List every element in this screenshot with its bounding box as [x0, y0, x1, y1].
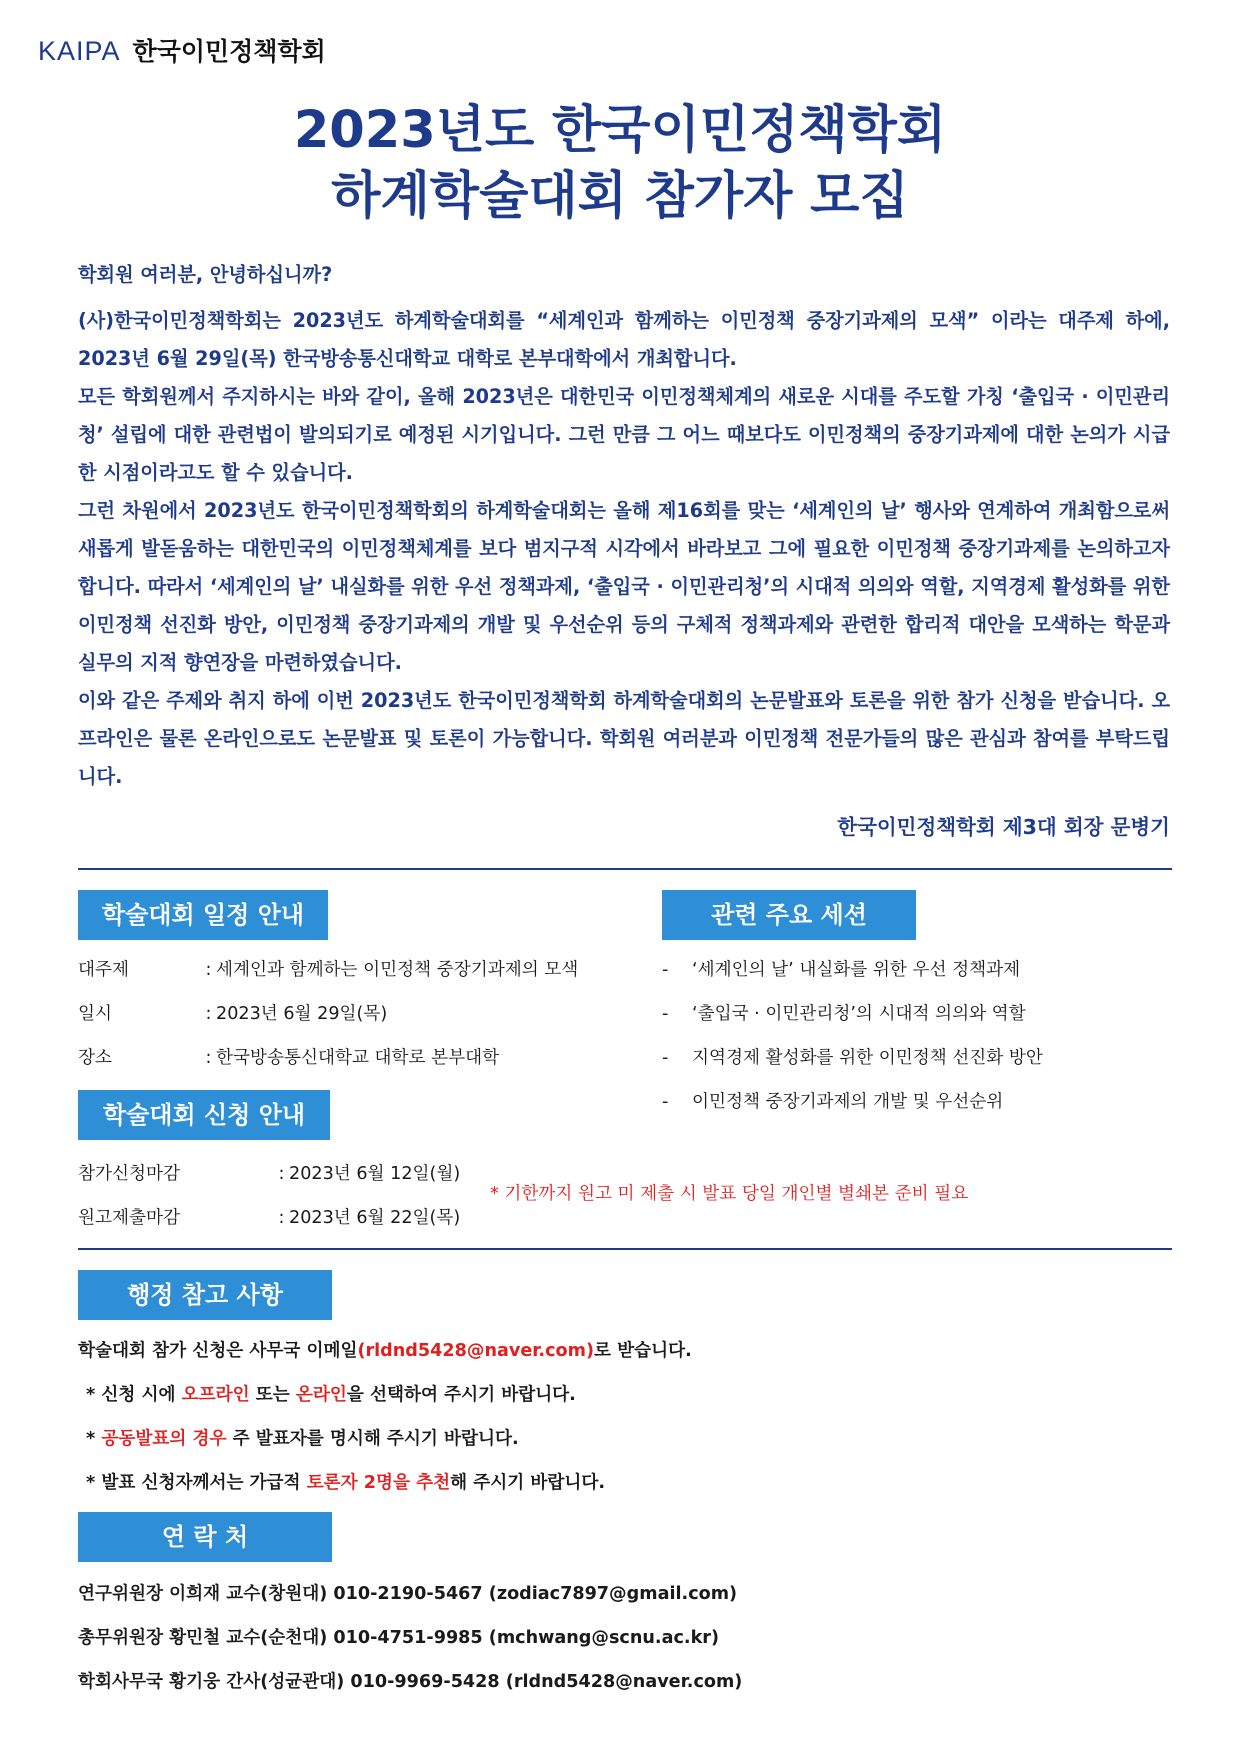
- schedule-heading: 학술대회 일정 안내: [78, 890, 328, 940]
- application-label: 참가신청마감: [78, 1164, 180, 1184]
- signature: 한국이민정책학회 제3대 회장 문병기: [837, 815, 1170, 839]
- offline-highlight: 오프라인: [181, 1385, 250, 1405]
- admin-text: 학술대회 참가 신청은 사무국 이메일: [78, 1341, 358, 1361]
- intro-letter: [78, 256, 1170, 796]
- page-title: [0, 98, 1240, 230]
- session-item: [662, 1044, 1043, 1069]
- colon: :: [278, 1208, 285, 1228]
- online-highlight: 온라인: [295, 1385, 347, 1405]
- admin-line-email: [78, 1337, 692, 1362]
- deadline-note: * 기한까지 원고 미 제출 시 발표 당일 개인별 별쇄본 준비 필요: [490, 1184, 969, 1204]
- discussant-highlight: 토론자 2명을 추천: [306, 1473, 451, 1493]
- contact-item: 학회사무국 황기웅 간사(성균관대) 010-9969-5428 (rldnd5428@naver.com): [78, 1672, 743, 1692]
- admin-text: 또는: [255, 1385, 290, 1405]
- admin-line-joint: [86, 1425, 519, 1450]
- schedule-row-date: [78, 1000, 387, 1025]
- admin-text: 을 선택하여 주시기 바랍니다.: [346, 1385, 576, 1405]
- colon: :: [205, 1004, 212, 1024]
- contact-item: 연구위원장 이희재 교수(창원대) 010-2190-5467 (zodiac7897@gmail.com): [78, 1584, 738, 1604]
- joint-highlight: 공동발표의 경우: [101, 1429, 227, 1449]
- colon: :: [205, 1048, 212, 1068]
- schedule-label: 장소: [78, 1048, 112, 1068]
- application-heading: 학술대회 신청 안내: [78, 1090, 330, 1140]
- bullet: -: [662, 1092, 669, 1112]
- star-bullet: *: [86, 1385, 96, 1405]
- schedule-row-theme: [78, 956, 578, 981]
- application-value: 2023년 6월 12일(월): [289, 1164, 461, 1184]
- admin-text: 발표 신청자께서는 가급적: [101, 1473, 301, 1493]
- contact-item: 총무위원장 황민철 교수(순천대) 010-4751-9985 (mchwang@scnu.ac.kr): [78, 1628, 719, 1648]
- logo-mark: KAIPA: [38, 36, 121, 66]
- logo: [38, 32, 326, 68]
- session-text: ‘출입국 · 이민관리청’의 시대적 의의와 역할: [692, 1004, 1026, 1024]
- schedule-value: 세계인과 함께하는 이민정책 중장기과제의 모색: [216, 960, 579, 980]
- star-bullet: *: [86, 1473, 96, 1493]
- colon: :: [205, 960, 212, 980]
- session-item: [662, 956, 1020, 981]
- admin-text: 주 발표자를 명시해 주시기 바랍니다.: [232, 1429, 519, 1449]
- bullet: -: [662, 960, 669, 980]
- admin-heading: 행정 참고 사항: [78, 1270, 332, 1320]
- colon: :: [278, 1164, 285, 1184]
- application-row-register: [78, 1160, 460, 1185]
- application-label: 원고제출마감: [78, 1208, 180, 1228]
- divider: [78, 1248, 1172, 1250]
- intro-paragraph: 이와 같은 주제와 취지 하에 이번 2023년도 한국이민정책학회 하계학술대회의 논문발표와 토론을 위한 참가 신청을 받습니다. 오프라인은 물론 온라인으로도 논문발표 및 토론이 가능합니다. 학회원 여러분과 이민정책 전문가들의 많은 관심과 참여를 부탁드립니다.: [78, 689, 1170, 788]
- schedule-label: 대주제: [78, 960, 129, 980]
- title-line-1: 2023년도 한국이민정책학회: [293, 101, 947, 160]
- society-name: 한국이민정책학회: [132, 37, 326, 66]
- greeting: 학회원 여러분, 안녕하십니까?: [78, 263, 333, 286]
- intro-paragraph: 그런 차원에서 2023년도 한국이민정책학회의 하계학술대회는 올해 제16회를 맞는 ‘세계인의 날’ 행사와 연계하여 개최함으로써 새롭게 발돋움하는 대한민국의 이민정책체계를 보다 범지구적 시각에서 바라보고 그에 필요한 이민정책 중장기과제를 논의하고자 합니다. 따라서 ‘세계인의 날’ 내실화를 위한 우선 정책과제, ‘출입국 · 이민관리청’의 시대적 의의와 역할, 지역경제 활성화를 위한 이민정책 선진화 방안, 이민정책 중장기과제의 개발 및 우선순위 등의 구체적 정책과제와 관련한 합리적 대안을 모색하는 학문과 실무의 지적 향연장을 마련하였습니다.: [78, 499, 1170, 674]
- admin-line-discussant: [86, 1469, 605, 1494]
- session-text: 이민정책 중장기과제의 개발 및 우선순위: [692, 1092, 1004, 1112]
- application-row-manuscript: [78, 1204, 460, 1229]
- schedule-value: 2023년 6월 29일(목): [216, 1004, 388, 1024]
- bullet: -: [662, 1048, 669, 1068]
- schedule-row-place: [78, 1044, 499, 1069]
- star-bullet: *: [86, 1429, 96, 1449]
- admin-text: 해 주시기 바랍니다.: [450, 1473, 606, 1493]
- admin-line-mode: [86, 1381, 576, 1406]
- contacts-heading: 연 락 처: [78, 1512, 332, 1562]
- admin-text: 로 받습니다.: [594, 1341, 692, 1361]
- sessions-heading: 관련 주요 세션: [662, 890, 916, 940]
- divider: [78, 868, 1172, 870]
- bullet: -: [662, 1004, 669, 1024]
- session-item: [662, 1088, 1003, 1113]
- title-line-2: 하계학술대회 참가자 모집: [331, 167, 909, 226]
- session-text: ‘세계인의 날’ 내실화를 위한 우선 정책과제: [692, 960, 1021, 980]
- application-value: 2023년 6월 22일(목): [289, 1208, 461, 1228]
- session-item: [662, 1000, 1026, 1025]
- intro-paragraph: (사)한국이민정책학회는 2023년도 하계학술대회를 “세계인과 함께하는 이민정책 중장기과제의 모색” 이라는 대주제 하에, 2023년 6월 29일(목) 한국방송통신대학교 대학로 본부대학에서 개최합니다.: [78, 309, 1170, 370]
- intro-paragraph: 모든 학회원께서 주지하시는 바와 같이, 올해 2023년은 대한민국 이민정책체계의 새로운 시대를 주도할 가칭 ‘출입국 · 이민관리청’ 설립에 대한 관련법이 발의되기로 예정된 시기입니다. 그런 만큼 그 어느 때보다도 이민정책의 중장기과제에 대한 논의가 시급한 시점이라고도 할 수 있습니다.: [78, 385, 1170, 484]
- office-email: (rldnd5428@naver.com): [357, 1341, 594, 1361]
- schedule-value: 한국방송통신대학교 대학로 본부대학: [216, 1048, 500, 1068]
- schedule-label: 일시: [78, 1004, 112, 1024]
- admin-text: 신청 시에: [101, 1385, 176, 1405]
- session-text: 지역경제 활성화를 위한 이민정책 선진화 방안: [692, 1048, 1043, 1068]
